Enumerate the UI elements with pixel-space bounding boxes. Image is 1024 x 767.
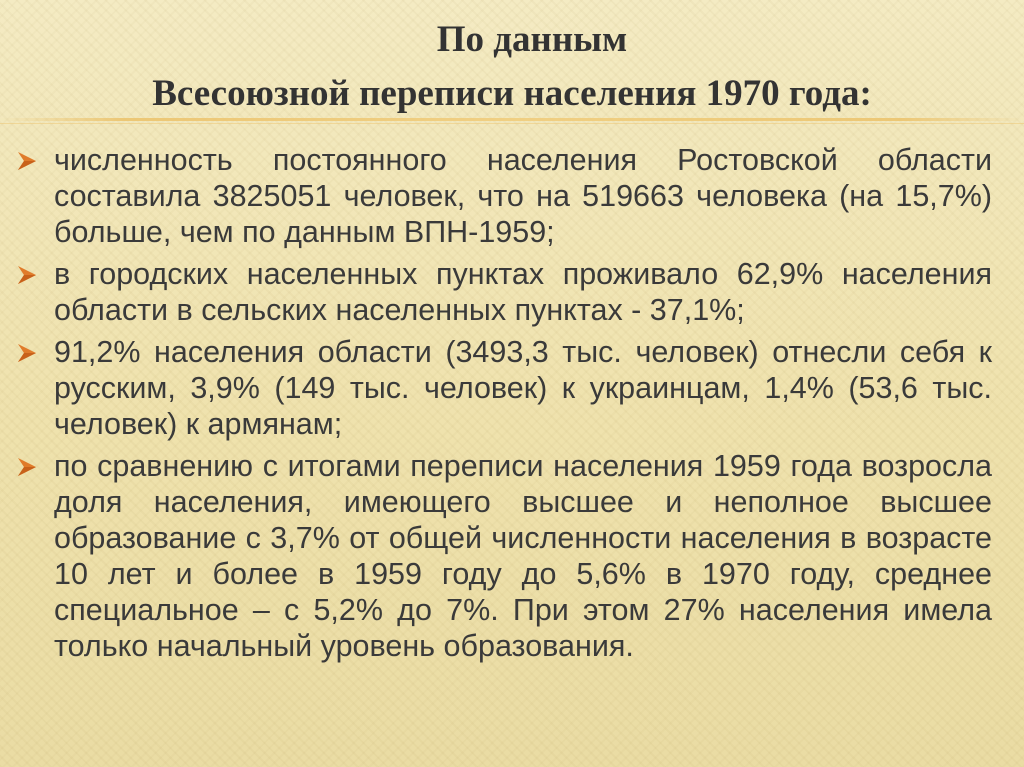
bullet-item (16, 142, 992, 250)
title-divider-thin (0, 123, 1024, 124)
orange-arrow-bullet-icon (16, 264, 38, 286)
bullet-item (16, 256, 992, 328)
title-line-2: Всесоюзной переписи населения 1970 года: (152, 73, 872, 114)
bullet-text: 91,2% населения области (3493,3 тыс. человек) отнесли себя к русским, 3,9% (149 тыс. человек) к украинцам, 1,4% (53,6 тыс. человек) к армянам; (54, 335, 992, 441)
bullet-list (16, 142, 992, 670)
title-divider (0, 118, 1024, 121)
bullet-item (16, 448, 992, 664)
bullet-text: по сравнению с итогами переписи населения 1959 года возросла доля населения, имеющего высшее и неполное высшее образование с 3,7% от общей численности населения в возрасте 10 лет и более в 1959 году до 5,6% в 1970 году, среднее специальное – с 5,2% до 7%. При этом 27% населения имела только начальный уровень образования. (54, 449, 992, 663)
bullet-text: в городских населенных пунктах проживало 62,9% населения области в сельских населенных пунктах - 37,1%; (54, 257, 992, 327)
title-line-1: По данным (436, 19, 628, 60)
bullet-item (16, 334, 992, 442)
slide-title (0, 14, 1024, 120)
orange-arrow-bullet-icon (16, 456, 38, 478)
bullet-text: численность постоянного населения Ростовской области составила 3825051 человек, что на 519663 человека (на 15,7%) больше, чем по данным ВПН-1959; (54, 143, 992, 249)
orange-arrow-bullet-icon (16, 150, 38, 172)
orange-arrow-bullet-icon (16, 342, 38, 364)
